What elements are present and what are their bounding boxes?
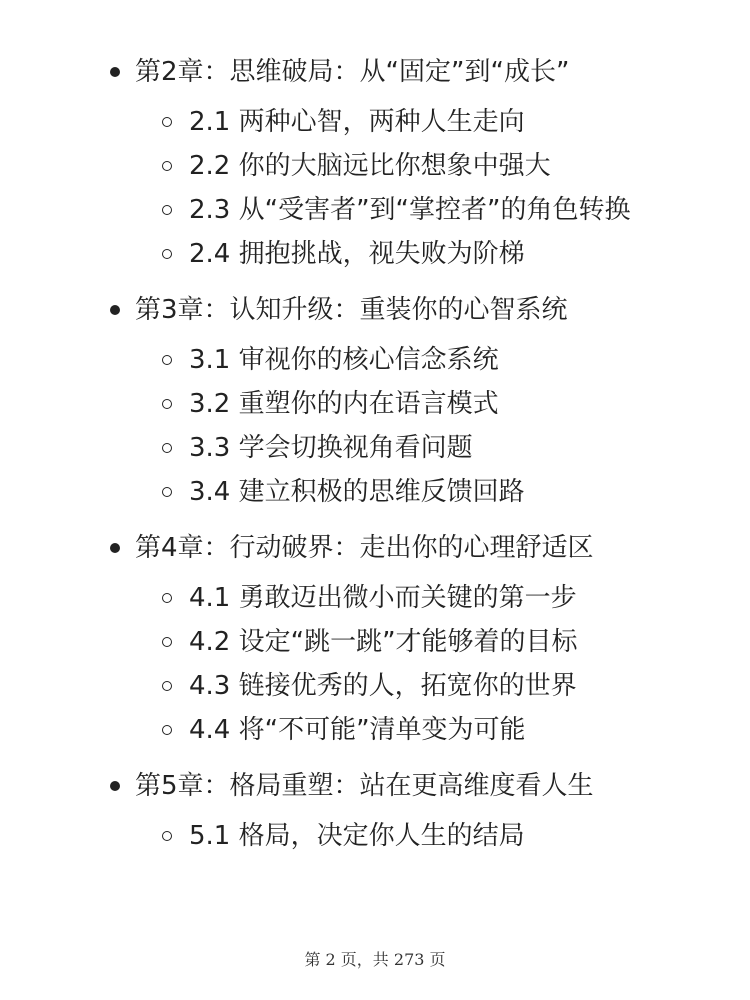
chapter-item xyxy=(110,766,710,854)
section-title: 2.1 两种心智，两种人生走向 xyxy=(189,107,525,137)
section-title: 4.3 链接优秀的人，拓宽你的世界 xyxy=(189,671,577,701)
section-list xyxy=(110,580,710,748)
hollow-bullet-icon xyxy=(162,205,172,215)
section-list xyxy=(110,104,710,272)
section-item xyxy=(162,474,710,510)
hollow-bullet-icon xyxy=(162,249,172,259)
chapter-item xyxy=(110,528,710,748)
section-item xyxy=(162,148,710,184)
section-title: 3.3 学会切换视角看问题 xyxy=(189,433,473,463)
section-title: 4.1 勇敢迈出微小而关键的第一步 xyxy=(189,583,577,613)
filled-bullet-icon xyxy=(110,781,120,791)
chapter-heading xyxy=(110,52,710,92)
section-title: 3.4 建立积极的思维反馈回路 xyxy=(189,477,525,507)
section-item xyxy=(162,192,710,228)
chapter-item xyxy=(110,52,710,272)
chapter-heading xyxy=(110,528,710,568)
hollow-bullet-icon xyxy=(162,443,172,453)
hollow-bullet-icon xyxy=(162,831,172,841)
chapter-heading xyxy=(110,290,710,330)
section-title: 5.1 格局，决定你人生的结局 xyxy=(189,821,525,851)
section-item xyxy=(162,668,710,704)
hollow-bullet-icon xyxy=(162,487,172,497)
chapter-item xyxy=(110,290,710,510)
chapter-title: 第3章：认知升级：重装你的心智系统 xyxy=(135,295,568,325)
section-title: 3.1 审视你的核心信念系统 xyxy=(189,345,499,375)
section-title: 4.4 将“不可能”清单变为可能 xyxy=(189,715,526,745)
section-title: 2.2 你的大脑远比你想象中强大 xyxy=(189,151,551,181)
section-item xyxy=(162,430,710,466)
section-item xyxy=(162,104,710,140)
section-item xyxy=(162,236,710,272)
filled-bullet-icon xyxy=(110,305,120,315)
hollow-bullet-icon xyxy=(162,725,172,735)
section-title: 3.2 重塑你的内在语言模式 xyxy=(189,389,499,419)
chapter-heading xyxy=(110,766,710,806)
section-item xyxy=(162,712,710,748)
hollow-bullet-icon xyxy=(162,593,172,603)
section-list xyxy=(110,342,710,510)
hollow-bullet-icon xyxy=(162,637,172,647)
hollow-bullet-icon xyxy=(162,355,172,365)
filled-bullet-icon xyxy=(110,543,120,553)
section-item xyxy=(162,386,710,422)
chapter-title: 第2章：思维破局：从“固定”到“成长” xyxy=(135,57,570,87)
filled-bullet-icon xyxy=(110,67,120,77)
chapter-title: 第4章：行动破界：走出你的心理舒适区 xyxy=(135,533,594,563)
chapter-title: 第5章：格局重塑：站在更高维度看人生 xyxy=(135,771,594,801)
section-title: 2.3 从“受害者”到“掌控者”的角色转换 xyxy=(189,195,631,225)
hollow-bullet-icon xyxy=(162,399,172,409)
hollow-bullet-icon xyxy=(162,681,172,691)
section-list xyxy=(110,818,710,854)
hollow-bullet-icon xyxy=(162,161,172,171)
section-item xyxy=(162,342,710,378)
section-title: 4.2 设定“跳一跳”才能够着的目标 xyxy=(189,627,578,657)
hollow-bullet-icon xyxy=(162,117,172,127)
table-of-contents xyxy=(110,52,710,854)
section-item xyxy=(162,818,710,854)
page-number-footer: 第 2 页，共 273 页 xyxy=(304,950,446,969)
section-title: 2.4 拥抱挑战，视失败为阶梯 xyxy=(189,239,525,269)
section-item xyxy=(162,580,710,616)
section-item xyxy=(162,624,710,660)
